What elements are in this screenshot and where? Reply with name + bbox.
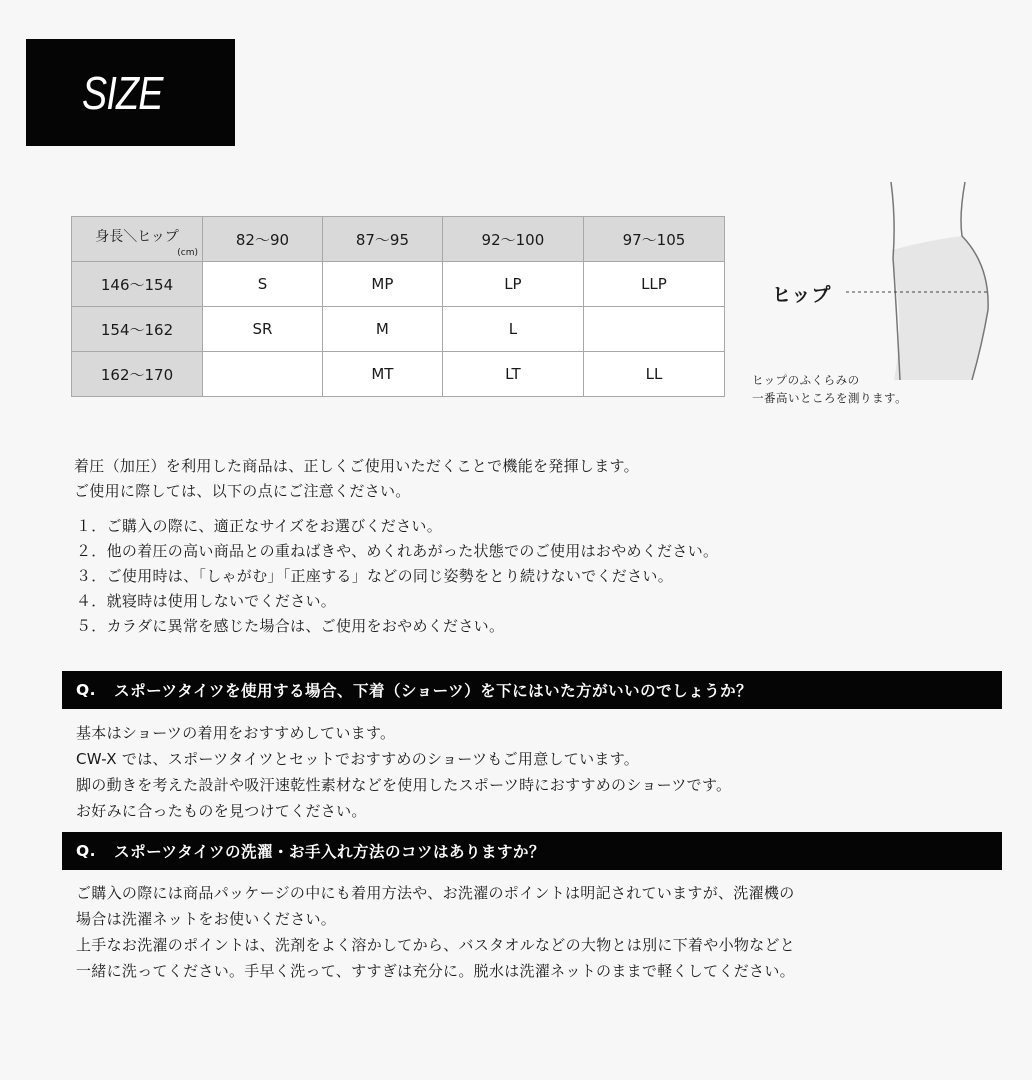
answer-line: 基本はショーツの着用をおすすめしています。 (76, 724, 396, 742)
size-cell: LLP (583, 262, 724, 307)
answer-line: 一緒に洗ってください。手早く洗って、すすぎは充分に。脱水は洗濯ネットのままで軽くしてください。 (76, 962, 795, 980)
faq-answer (76, 720, 731, 824)
hip-column-header: 82〜90 (203, 217, 323, 262)
notes-intro: ご使用に際しては、以下の点にご注意ください。 (74, 482, 411, 500)
table-row (72, 262, 725, 307)
answer-line: 場合は洗濯ネットをお使いください。 (76, 910, 337, 928)
size-chart-table (71, 216, 725, 397)
q-mark: Q. (76, 842, 97, 860)
size-cell: MP (322, 262, 442, 307)
answer-line: お好みに合ったものを見つけてください。 (76, 802, 367, 820)
faq-question: スポーツタイツを使用する場合、下着（ショーツ）を下にはいた方がいいのでしょうか？ (114, 682, 753, 700)
faq-question-bar (62, 671, 1002, 709)
size-cell: MT (322, 352, 442, 397)
list-item: ２．他の着圧の高い商品との重ねばきや、めくれあがった状態でのご使用はおやめください。 (76, 542, 719, 560)
faq-question: スポーツタイツの洗濯・お手入れ方法のコツはありますか？ (114, 843, 545, 861)
hip-label: ヒップ (772, 284, 832, 306)
corner-label: 身長＼ヒップ (95, 229, 179, 245)
usage-notes (74, 454, 718, 639)
answer-line: ご購入の際には商品パッケージの中にも着用方法や、お洗濯のポイントは明記されていますが、洗濯機の (76, 884, 795, 902)
size-cell: LL (583, 352, 724, 397)
table-row (72, 307, 725, 352)
notes-intro: 着圧（加圧）を利用した商品は、正しくご使用いただくことで機能を発揮します。 (74, 457, 639, 475)
answer-line: 上手なお洗濯のポイントは、洗剤をよく溶かしてから、バスタオルなどの大物とは別に下着や小物などと (76, 936, 796, 954)
answer-line: CW-X では、スポーツタイツとセットでおすすめのショーツもご用意しています。 (76, 750, 640, 768)
size-cell: LP (442, 262, 583, 307)
corner-header-cell (72, 217, 203, 262)
list-item: ３．ご使用時は、「しゃがむ」「正座する」などの同じ姿勢をとり続けないでください。 (76, 567, 674, 585)
height-row-header: 162〜170 (72, 352, 203, 397)
size-cell: SR (203, 307, 323, 352)
size-cell: M (322, 307, 442, 352)
faq-question-bar (62, 832, 1002, 870)
table-header-row (72, 217, 725, 262)
size-banner (26, 39, 235, 146)
height-row-header: 154〜162 (72, 307, 203, 352)
height-row-header: 146〜154 (72, 262, 203, 307)
size-cell (583, 307, 724, 352)
table-row (72, 352, 725, 397)
q-mark: Q. (76, 681, 97, 699)
size-cell: LT (442, 352, 583, 397)
hip-column-header: 87〜95 (322, 217, 442, 262)
corner-unit: (cm) (177, 248, 198, 258)
hip-column-header: 97〜105 (583, 217, 724, 262)
hip-measure-note (752, 371, 907, 407)
list-item: ５．カラダに異常を感じた場合は、ご使用をおやめください。 (76, 617, 505, 635)
hip-column-header: 92〜100 (442, 217, 583, 262)
faq-answer (76, 880, 795, 984)
hip-note-line: 一番高いところを測ります。 (752, 391, 908, 405)
notes-list (74, 514, 718, 639)
size-cell: S (203, 262, 323, 307)
list-item: ４．就寝時は使用しないでください。 (76, 592, 337, 610)
size-title: SIZE (82, 66, 163, 119)
leg-silhouette (892, 236, 988, 380)
size-cell (203, 352, 323, 397)
size-cell: L (442, 307, 583, 352)
list-item: １．ご購入の際に、適正なサイズをお選びください。 (76, 517, 443, 535)
answer-line: 脚の動きを考えた設計や吸汗速乾性素材などを使用したスポーツ時におすすめのショーツです。 (76, 776, 732, 794)
hip-note-line: ヒップのふくらみの (752, 373, 860, 387)
